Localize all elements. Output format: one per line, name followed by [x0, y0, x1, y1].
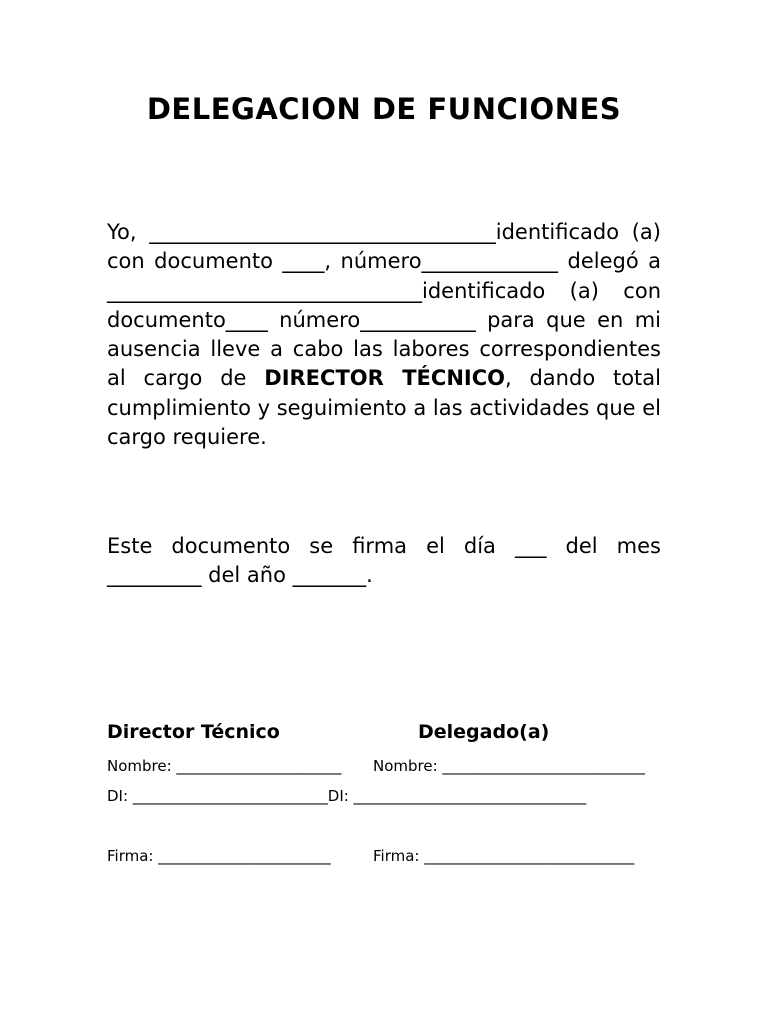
delegation-text-part1: Yo, _________________________________identificado (a) con documento ____, número_____________ delegó a ______________________________identificado (a) con documento____ número___________ para que en mi ausencia lleve a cabo las labores correspondientes al cargo de: [107, 220, 661, 391]
director-name-field: Nombre: ______________________: [107, 757, 342, 775]
delegation-paragraph: [107, 218, 661, 452]
role-name: DIRECTOR TÉCNICO: [264, 366, 505, 391]
delegate-signature-field: Firma: ____________________________: [373, 847, 635, 865]
delegate-heading: Delegado(a): [418, 721, 550, 743]
document-title: DELEGACION DE FUNCIONES: [146, 92, 622, 126]
signing-date-paragraph: Este documento se firma el día ___ del mes _________ del año _______.: [107, 534, 661, 588]
director-signature-field: Firma: _______________________: [107, 847, 331, 865]
delegation-text-part2: , dando total cumplimiento y seguimiento a las actividades que el cargo requiere.: [107, 366, 661, 450]
delegate-name-field: Nombre: ___________________________: [373, 757, 645, 775]
id-fields-line: DI: __________________________DI: _______________________________: [107, 787, 587, 805]
director-heading: Director Técnico: [107, 721, 280, 743]
